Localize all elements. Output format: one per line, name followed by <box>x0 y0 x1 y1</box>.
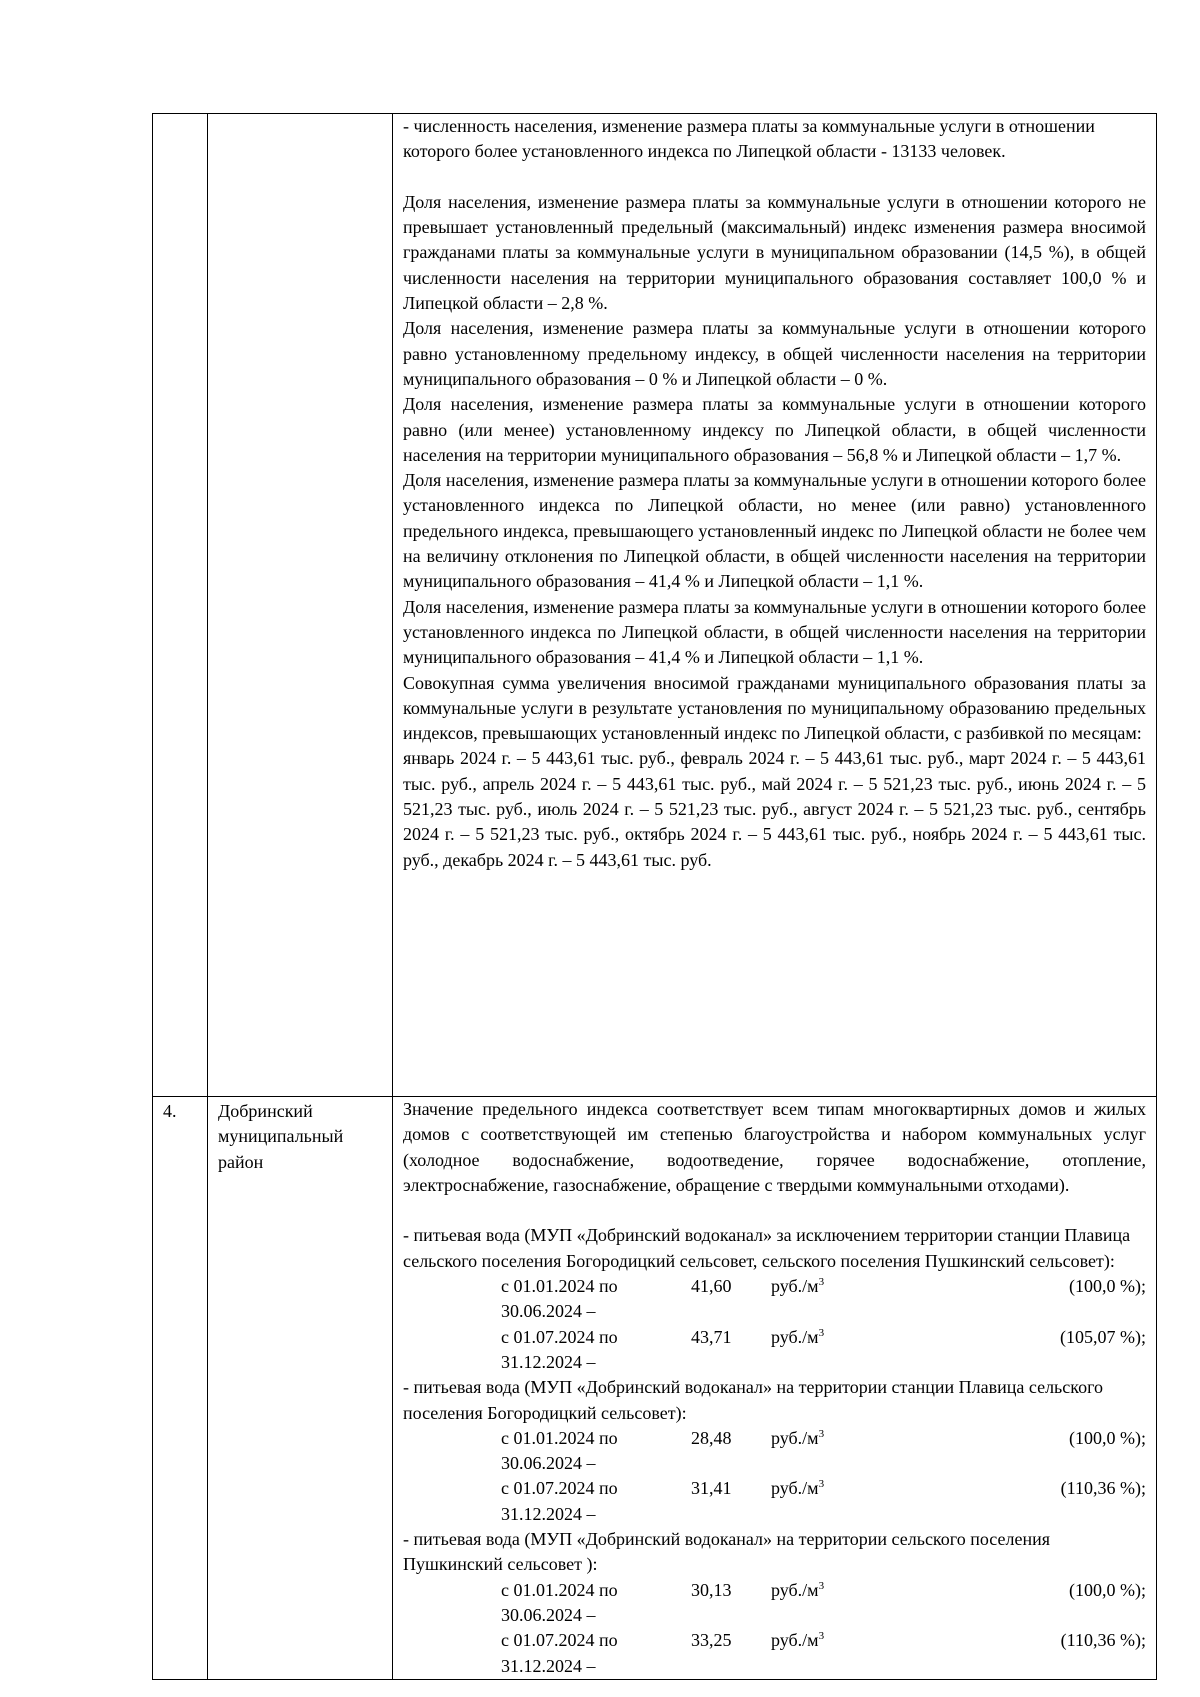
row-content-cell <box>393 114 1157 1097</box>
unit-base: руб./м <box>771 1579 819 1600</box>
rate-period: с 01.01.2024 по 30.06.2024 – <box>501 1427 618 1474</box>
text-paragraph: Доля населения, изменение размера платы за коммунальные услуги в отношении которого более установленного индекса по Липецкой области, но менее (или равно) установленного предельного индекса, превышающего установленный индекс по Липецкой области не более чем на величину отклонения по Липецкой области, в общей численности населения на территории муниципального образования – 41,4 % и Липецкой области – 1,1 %. <box>403 470 1146 592</box>
water-tariff-groups <box>403 1223 1146 1678</box>
unit-base: руб./м <box>771 1478 819 1499</box>
text-paragraph: январь 2024 г. – 5 443,61 тыс. руб., февраль 2024 г. – 5 443,61 тыс. руб., март 2024 г. – 5 443,61 тыс. руб., апрель 2024 г. – 5 443,61 тыс. руб., май 2024 г. – 5 521,23 тыс. руб., июнь 2024 г. – 5 521,23 тыс. руб., июль 2024 г. – 5 521,23 тыс. руб., август 2024 г. – 5 521,23 тыс. руб., сентябрь 2024 г. – 5 521,23 тыс. руб., октябрь 2024 г. – 5 443,61 тыс. руб., ноябрь 2024 г. – 5 443,61 тыс. руб., декабрь 2024 г. – 5 443,61 тыс. руб. <box>403 748 1146 870</box>
rate-percent: (105,07 %); <box>1060 1326 1146 1347</box>
table-row <box>153 1097 1157 1680</box>
row-number-cell: 4. <box>153 1097 208 1680</box>
unit-base: руб./м <box>771 1427 819 1448</box>
tariff-rate-line <box>403 1578 1146 1629</box>
rate-unit <box>771 1578 911 1629</box>
rate-period: с 01.07.2024 по 31.12.2024 – <box>501 1478 618 1524</box>
row-number-cell <box>153 114 208 1097</box>
unit-exponent: 3 <box>818 1579 825 1592</box>
rate-percent: (100,0 %); <box>1069 1427 1146 1448</box>
tariff-table <box>152 113 1157 1680</box>
rate-price: 41,60 <box>691 1276 732 1297</box>
rate-unit <box>771 1325 911 1376</box>
unit-exponent: 3 <box>818 1326 825 1339</box>
rate-percent: (100,0 %); <box>1069 1579 1146 1600</box>
rate-price: 33,25 <box>691 1630 732 1651</box>
municipality-name-cell: Добринский муниципальный район <box>208 1097 393 1680</box>
tariff-rate-line <box>403 1325 1146 1376</box>
spacer <box>403 1198 1146 1223</box>
text-paragraph: - численность населения, изменение размера платы за коммунальные услуги в отношении которого более установленного индекса по Липецкой области - 13133 человек. <box>403 116 1095 162</box>
rate-price: 43,71 <box>691 1326 732 1347</box>
tariff-rate-line <box>403 1274 1146 1325</box>
rate-period: с 01.07.2024 по 31.12.2024 – <box>501 1630 618 1676</box>
tariff-group-title: - питьевая вода (МУП «Добринский водоканал» на территории сельского поселения Пушкинский сельсовет ): <box>403 1529 1050 1575</box>
rate-unit <box>771 1628 911 1679</box>
unit-exponent: 3 <box>818 1276 825 1289</box>
unit-exponent: 3 <box>818 1478 825 1491</box>
row1-paragraphs <box>403 114 1146 873</box>
tariff-rate-line <box>403 1628 1146 1679</box>
text-paragraph: Доля населения, изменение размера платы за коммунальные услуги в отношении которого более установленного индекса по Липецкой области, в общей численности населения на территории муниципального образования – 41,4 % и Липецкой области – 1,1 %. <box>403 596 1146 668</box>
rate-unit <box>771 1426 911 1477</box>
rate-period: с 01.01.2024 по 30.06.2024 – <box>501 1276 618 1322</box>
rate-price: 30,13 <box>691 1579 732 1600</box>
unit-base: руб./м <box>771 1276 819 1297</box>
tariff-group-title: - питьевая вода (МУП «Добринский водоканал» за исключением территории станции Плавица сельского поселения Богородицкий сельсовет, сельского поселения Пушкинский сельсовет): <box>403 1225 1131 1271</box>
unit-base: руб./м <box>771 1326 819 1347</box>
spacer <box>403 165 1146 190</box>
tariff-rate-line <box>403 1426 1146 1477</box>
intro-paragraph: Значение предельного индекса соответствует всем типам многоквартирных домов и жилых домов с соответствующей им степенью благоустройства и набором коммунальных услуг (холодное водоснабжение, водоотведение, горячее водоснабжение, отопление, электроснабжение, газоснабжение, обращение с твердыми коммунальными отходами). <box>403 1099 1146 1195</box>
unit-exponent: 3 <box>818 1427 825 1440</box>
unit-base: руб./м <box>771 1630 819 1651</box>
rate-price: 31,41 <box>691 1478 732 1499</box>
rate-unit <box>771 1476 911 1527</box>
text-paragraph: Доля населения, изменение размера платы за коммунальные услуги в отношении которого равно установленному предельному индексу, в общей численности населения на территории муниципального образования – 0 % и Липецкой области – 0 %. <box>403 318 1146 389</box>
tariff-rate-line <box>403 1476 1146 1527</box>
rate-unit <box>771 1274 911 1325</box>
table-row <box>153 114 1157 1097</box>
text-paragraph: Совокупная сумма увеличения вносимой гражданами муниципального образования платы за коммунальные услуги в результате установления по муниципальному образованию предельных индексов, превышающих установленный индекс по Липецкой области, с разбивкой по месяцам: <box>403 672 1146 744</box>
unit-exponent: 3 <box>818 1630 825 1643</box>
row-content-cell <box>393 1097 1157 1680</box>
text-paragraph: Доля населения, изменение размера платы за коммунальные услуги в отношении которого равно (или менее) установленному индексу по Липецкой области, в общей численности населения на территории муниципального образования – 56,8 % и Липецкой области – 1,7 %. <box>403 394 1146 465</box>
municipality-name-cell <box>208 114 393 1097</box>
rate-period: с 01.07.2024 по 31.12.2024 – <box>501 1326 618 1372</box>
rate-period: с 01.01.2024 по 30.06.2024 – <box>501 1579 618 1625</box>
rate-percent: (110,36 %); <box>1060 1630 1146 1651</box>
rate-percent: (110,36 %); <box>1060 1478 1146 1499</box>
rate-price: 28,48 <box>691 1427 732 1448</box>
rate-percent: (100,0 %); <box>1069 1276 1146 1297</box>
tariff-group-title: - питьевая вода (МУП «Добринский водоканал» на территории станции Плавица сельского поселения Богородицкий сельсовет): <box>403 1377 1104 1423</box>
text-paragraph: Доля населения, изменение размера платы за коммунальные услуги в отношении которого не превышает установленный предельный (максимальный) индекс изменения размера вносимой гражданами платы за коммунальные услуги в муниципальном образовании (14,5 %), в общей численности населения на территории муниципального образования составляет 100,0 % и Липецкой области – 2,8 %. <box>403 191 1146 314</box>
